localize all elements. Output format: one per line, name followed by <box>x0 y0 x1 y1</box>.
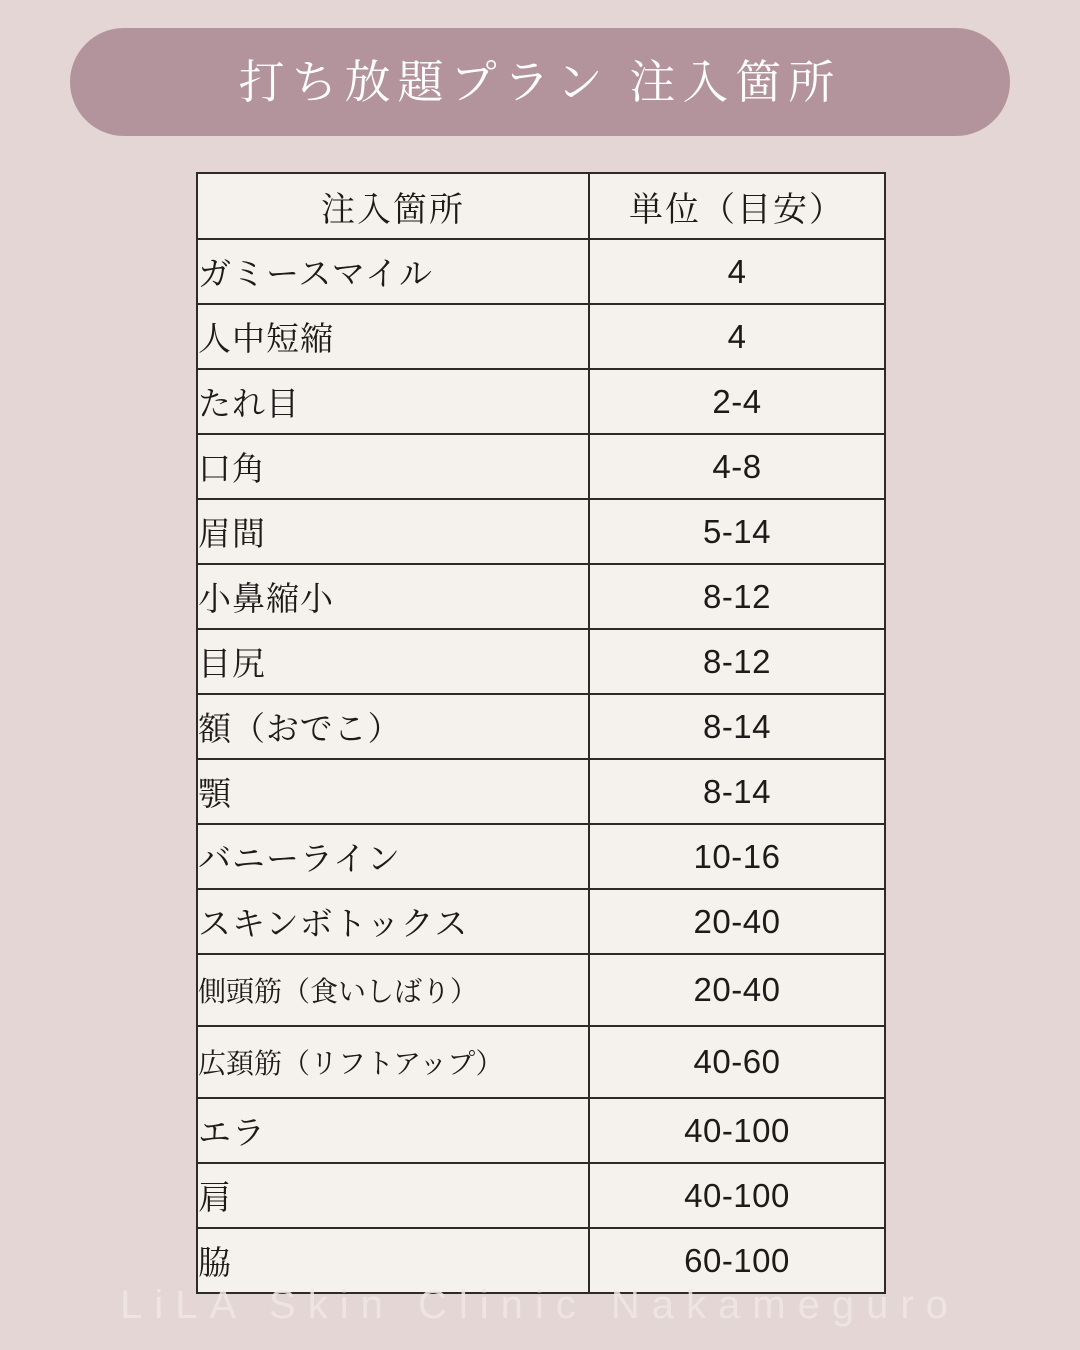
column-header-area: 注入箇所 <box>197 173 589 239</box>
table-body <box>197 239 885 1293</box>
cell-area: 口角 <box>197 434 589 499</box>
cell-area: ガミースマイル <box>197 239 589 304</box>
cell-area: 小鼻縮小 <box>197 564 589 629</box>
cell-area: 額（おでこ） <box>197 694 589 759</box>
cell-unit: 60-100 <box>589 1228 885 1293</box>
injection-table-container <box>196 172 884 1294</box>
table-row <box>197 564 885 629</box>
table-header-row <box>197 173 885 239</box>
cell-area: 広頚筋（リフトアップ） <box>197 1026 589 1098</box>
table-row <box>197 1098 885 1163</box>
page-title: 打ち放題プラン 注入箇所 <box>238 56 842 108</box>
cell-unit: 40-60 <box>589 1026 885 1098</box>
header-banner <box>70 28 1010 136</box>
cell-unit: 8-14 <box>589 759 885 824</box>
cell-area: スキンボトックス <box>197 889 589 954</box>
cell-unit: 20-40 <box>589 954 885 1026</box>
table-row <box>197 369 885 434</box>
table-row <box>197 434 885 499</box>
cell-unit: 10-16 <box>589 824 885 889</box>
cell-unit: 20-40 <box>589 889 885 954</box>
table-row <box>197 694 885 759</box>
table-row <box>197 239 885 304</box>
table-header <box>197 173 885 239</box>
cell-unit: 4-8 <box>589 434 885 499</box>
cell-unit: 8-12 <box>589 629 885 694</box>
table-row <box>197 759 885 824</box>
injection-area-table <box>196 172 886 1294</box>
table-row <box>197 1163 885 1228</box>
cell-area: たれ目 <box>197 369 589 434</box>
table-row <box>197 304 885 369</box>
cell-area: バニーライン <box>197 824 589 889</box>
cell-area: 側頭筋（食いしばり） <box>197 954 589 1026</box>
cell-unit: 8-14 <box>589 694 885 759</box>
column-header-unit: 単位（目安） <box>589 173 885 239</box>
cell-area: 脇 <box>197 1228 589 1293</box>
cell-area: エラ <box>197 1098 589 1163</box>
cell-unit: 8-12 <box>589 564 885 629</box>
table-row <box>197 954 885 1026</box>
table-row <box>197 1026 885 1098</box>
cell-area: 肩 <box>197 1163 589 1228</box>
table-row <box>197 889 885 954</box>
clinic-name-footer: LiLA Skin Clinic Nakameguro <box>120 1283 960 1327</box>
table-row <box>197 499 885 564</box>
cell-unit: 2-4 <box>589 369 885 434</box>
cell-unit: 40-100 <box>589 1163 885 1228</box>
cell-unit: 5-14 <box>589 499 885 564</box>
cell-area: 目尻 <box>197 629 589 694</box>
cell-unit: 4 <box>589 239 885 304</box>
table-row <box>197 824 885 889</box>
cell-unit: 40-100 <box>589 1098 885 1163</box>
cell-unit: 4 <box>589 304 885 369</box>
cell-area: 人中短縮 <box>197 304 589 369</box>
cell-area: 眉間 <box>197 499 589 564</box>
cell-area: 顎 <box>197 759 589 824</box>
table-row <box>197 629 885 694</box>
